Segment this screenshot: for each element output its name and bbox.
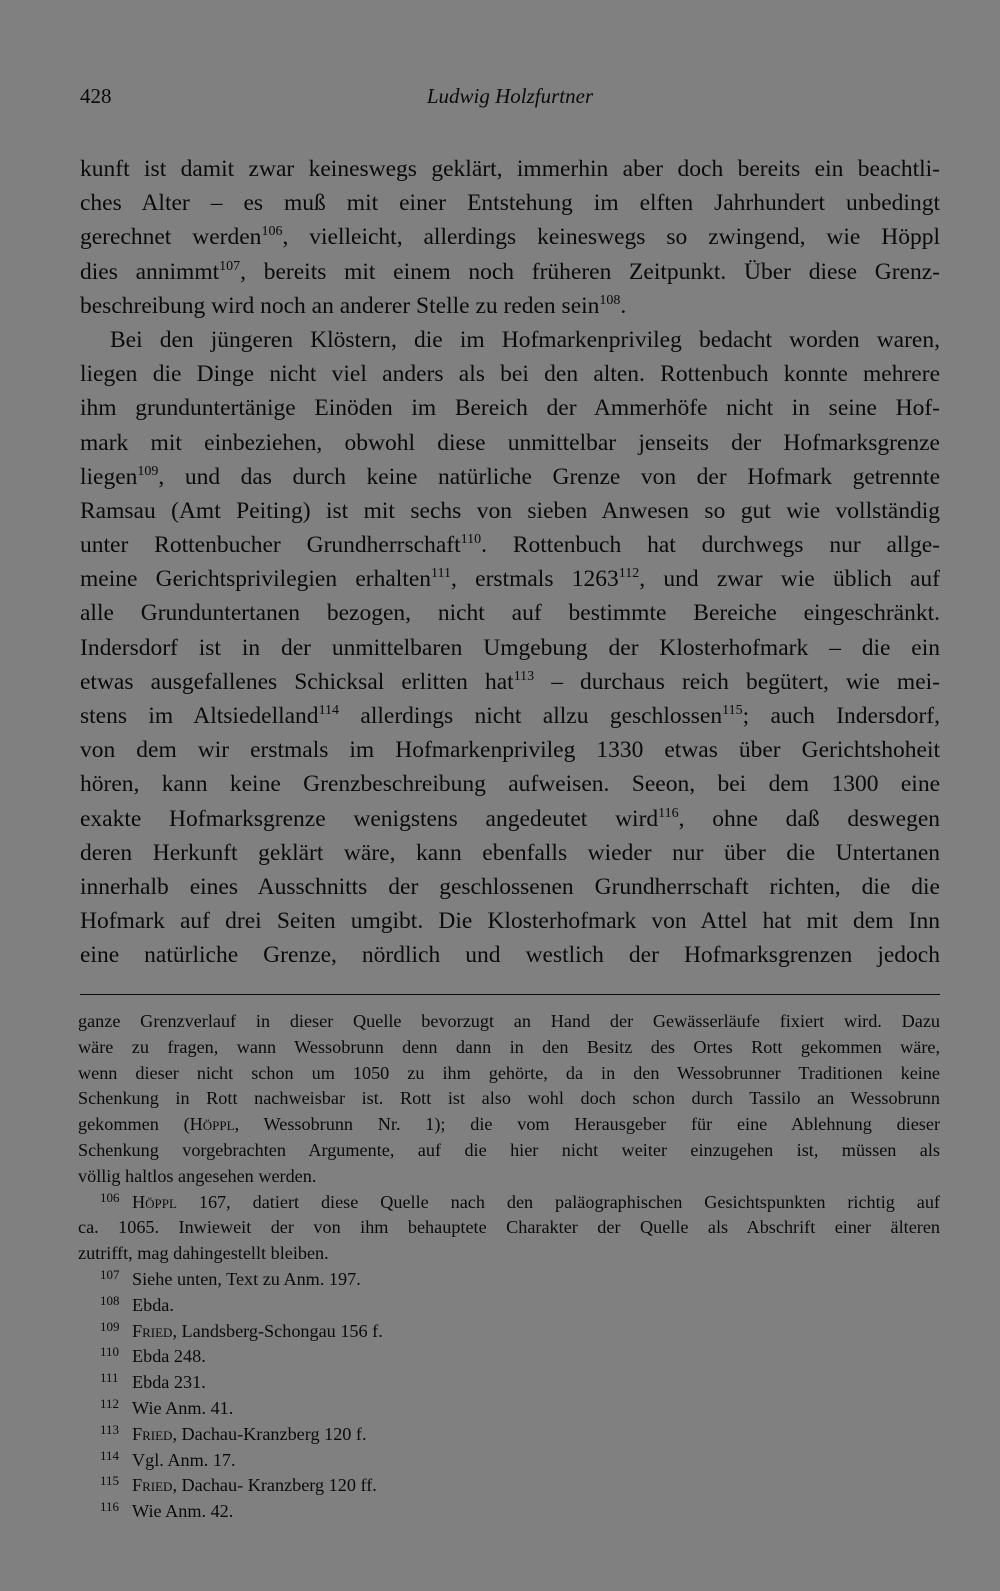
body-line: innerhalb eines Ausschnitts der geschlossenen Grundherrschaft richten, die die xyxy=(80,873,940,900)
footnote-line: wenn dieser nicht schon um 1050 zu ihm gehörte, da in den Wessobrunner Traditionen keine xyxy=(78,1062,940,1083)
footnote-item: 111 Ebda 231. xyxy=(100,1370,206,1393)
body-line: ihm grunduntertänige Einöden im Bereich der Ammerhöfe nicht in seine Hof- xyxy=(80,395,940,422)
footnote-line: zutrifft, mag dahingestellt bleiben. xyxy=(78,1243,329,1264)
footnote-item: 116 Wie Anm. 42. xyxy=(100,1499,234,1522)
footnote-text: Vgl. Anm. 17. xyxy=(132,1449,236,1470)
footnotes xyxy=(78,1009,940,1525)
page-header xyxy=(80,84,940,114)
body-line: von dem wir erstmals im Hofmarkenprivileg 1330 etwas über Gerichtshoheit xyxy=(80,737,940,764)
footnote-ref[interactable]: 116 xyxy=(658,805,679,821)
footnote-item: 110 Ebda 248. xyxy=(100,1344,206,1367)
footnote-divider xyxy=(80,994,940,995)
footnote-line: ca. 1065. Inwieweit der von ihm behauptete Charakter der Quelle als Abschrift einer älteren xyxy=(78,1217,940,1238)
footnote-ref[interactable]: 112 xyxy=(618,566,640,582)
footnote-item: 108 Ebda. xyxy=(100,1292,174,1315)
page-number: 428 xyxy=(80,84,112,108)
running-head: Ludwig Holzfurtner xyxy=(426,84,594,108)
body-line: etwas ausgefallenes Schicksal erlitten hat$^{113}$ – durchaus reich begütert, wie mei- xyxy=(80,668,940,695)
body-line: Ramsau (Amt Peiting) ist mit sechs von sieben Anwesen so gut wie vollständig xyxy=(80,497,940,524)
footnote-ref[interactable]: 110 xyxy=(460,532,482,548)
footnote-text: , Dachau- Kranzberg 120 ff. xyxy=(172,1475,377,1496)
body-line: stens im Altsiedelland$^{114}$ allerdings nicht allzu geschlossen$^{115}$; auch Indersdorf, xyxy=(80,703,940,729)
body-line: kunft ist damit zwar keineswegs geklärt, immerhin aber doch bereits ein beachtli- xyxy=(80,156,940,182)
body-line: alle Grunduntertanen bezogen, nicht auf bestimmte Bereiche eingeschränkt. xyxy=(80,600,940,627)
footnote-ref[interactable]: 109 xyxy=(137,463,159,479)
footnote-text: , Landsberg-Schongau 156 f. xyxy=(172,1320,383,1341)
footnote-item: 107 Siehe unten, Text zu Anm. 197. xyxy=(100,1266,361,1289)
body-line: meine Gerichtsprivilegien erhalten$^{111}$, erstmals 1263$^{112}$, und zwar wie üblich auf xyxy=(80,566,940,593)
footnote-item: 113 Fried, Dachau-Kranzberg 120 f. xyxy=(100,1421,367,1444)
body-line: Bei den jüngeren Klöstern, die im Hofmarkenprivileg bedacht worden waren, xyxy=(110,326,940,353)
footnote-text: Ebda 231. xyxy=(132,1372,206,1393)
footnote-item: 109 Fried, Landsberg-Schongau 156 f. xyxy=(100,1318,383,1341)
footnote-106: 106 Höppl 167, datiert diese Quelle nach den paläographischen Gesichtspunkten richtig auf xyxy=(100,1189,940,1212)
footnote-item: 114 Vgl. Anm. 17. xyxy=(100,1447,236,1470)
footnote-line: völlig haltlos angesehen werden. xyxy=(78,1165,317,1186)
footnote-line: wäre zu fragen, wann Wessobrunn denn dann in den Besitz des Ortes Rott gekommen wäre, xyxy=(78,1036,940,1057)
footnote-text: Siehe unten, Text zu Anm. 197. xyxy=(132,1268,361,1289)
footnote-text: Wie Anm. 41. xyxy=(132,1397,234,1418)
body-line: liegen die Dinge nicht viel anders als bei den alten. Rottenbuch konnte mehrere xyxy=(80,361,940,388)
body-line: liegen$^{109}$, und das durch keine natürliche Grenze von der Hofmark getrennte xyxy=(80,463,940,490)
footnote-ref[interactable]: 113 xyxy=(513,668,535,684)
body-text xyxy=(80,152,940,973)
body-line: beschreibung wird noch an anderer Stelle zu reden sein$^{108}$. xyxy=(80,292,627,319)
footnote-ref[interactable]: 108 xyxy=(599,292,621,308)
footnote-ref[interactable]: 107 xyxy=(219,258,241,274)
footnote-ref[interactable]: 106 xyxy=(261,224,283,240)
footnote-line: Schenkung in Rott nachweisbar ist. Rott ist also wohl doch schon durch Tassilo an Wessobrunn xyxy=(78,1088,940,1109)
footnote-line: Schenkung vorgebrachten Argumente, auf die hier nicht weiter einzugehen ist, müssen als xyxy=(78,1139,940,1160)
body-line: Indersdorf ist in der unmittelbaren Umgebung der Klosterhofmark – die ein xyxy=(80,634,940,661)
body-line: exakte Hofmarksgrenze wenigstens angedeutet wird$^{116}$, ohne daß deswegen xyxy=(80,805,940,832)
author-name: Fried xyxy=(132,1320,173,1341)
body-line: ches Alter – es muß mit einer Entstehung im elften Jahrhundert unbedingt xyxy=(80,190,940,217)
body-line: dies annimmt$^{107}$, bereits mit einem noch früheren Zeitpunkt. Über diese Grenz- xyxy=(80,258,940,285)
footnote-text: Ebda 248. xyxy=(132,1346,206,1367)
author-name: Fried xyxy=(132,1475,173,1496)
footnote-line: gekommen (Höppl, Wessobrunn Nr. 1); die vom Herausgeber für eine Ablehnung dieser xyxy=(78,1114,941,1135)
body-line: eine natürliche Grenze, nördlich und westlich der Hofmarksgrenzen jedoch xyxy=(80,942,940,969)
author-name: Höppl xyxy=(189,1114,235,1135)
author-name: Höppl xyxy=(132,1191,177,1212)
footnote-list xyxy=(78,1267,940,1525)
footnote-ref[interactable]: 115 xyxy=(722,703,743,718)
body-line: Hofmark auf drei Seiten umgibt. Die Klosterhofmark von Attel hat mit dem Inn xyxy=(80,908,940,935)
body-line: gerechnet werden$^{106}$, vielleicht, allerdings keineswegs so zwingend, wie Höppl xyxy=(80,224,941,251)
footnote-text: Ebda. xyxy=(132,1294,174,1315)
body-line: unter Rottenbucher Grundherrschaft$^{110}$. Rottenbuch hat durchwegs nur allge- xyxy=(80,532,941,559)
footnote-text: Wie Anm. 42. xyxy=(132,1501,234,1522)
body-line: mark mit einbeziehen, obwohl diese unmittelbar jenseits der Hofmarksgrenze xyxy=(80,429,940,456)
body-line: hören, kann keine Grenzbeschreibung aufweisen. Seeon, bei dem 1300 eine xyxy=(80,771,940,798)
footnote-item: 112 Wie Anm. 41. xyxy=(100,1395,234,1418)
footnote-item: 115 Fried, Dachau- Kranzberg 120 ff. xyxy=(100,1473,377,1496)
footnote-ref[interactable]: 114 xyxy=(318,703,340,718)
footnote-line: ganze Grenzverlauf in dieser Quelle bevorzugt an Hand der Gewässerläufe fixiert wird. Dazu xyxy=(78,1011,940,1031)
body-line: deren Herkunft geklärt wäre, kann ebenfalls wieder nur über die Untertanen xyxy=(80,839,940,866)
author-name: Fried xyxy=(132,1423,173,1444)
footnote-text: , Dachau-Kranzberg 120 f. xyxy=(172,1423,367,1444)
footnote-ref[interactable]: 111 xyxy=(431,566,452,582)
